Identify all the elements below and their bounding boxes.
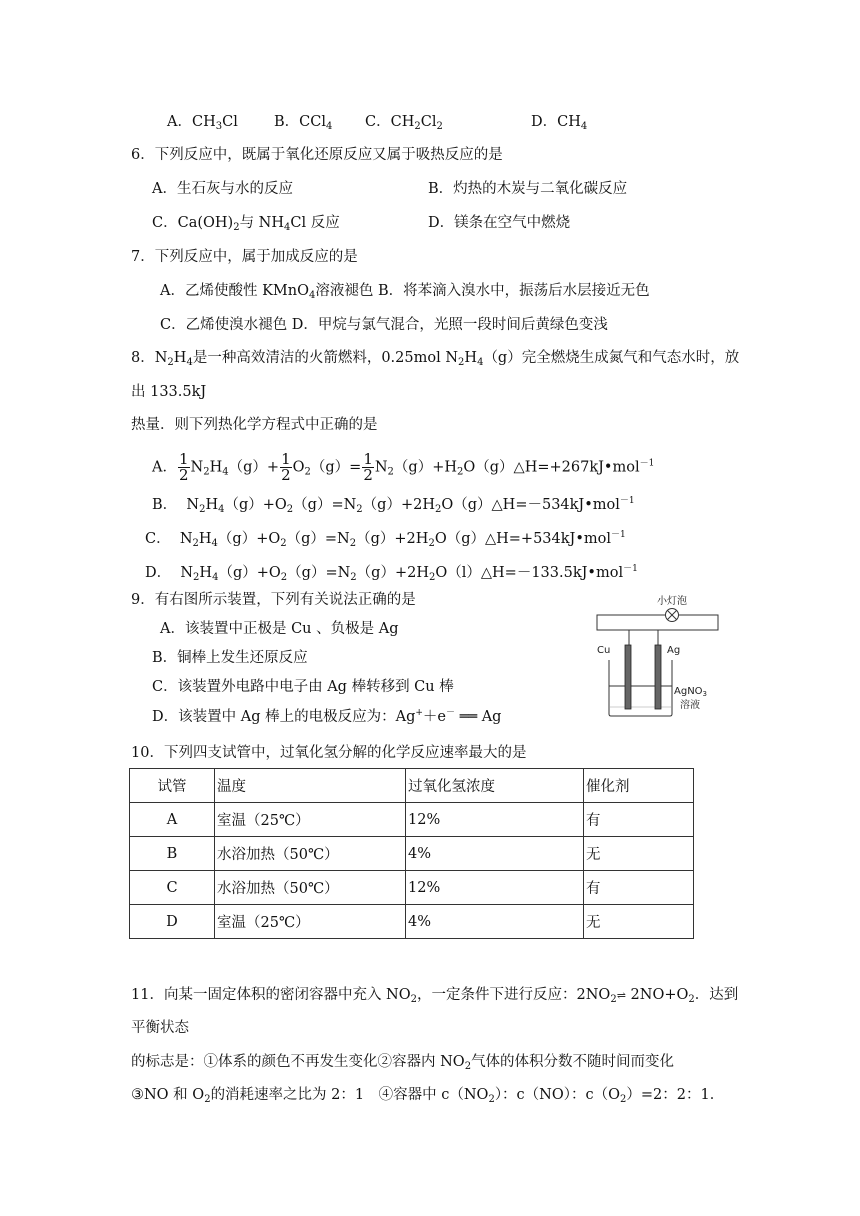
- table-cell: D: [130, 905, 215, 939]
- q9-option-d: D．该装置中 Ag 棒上的电极反应为：Ag+＋e－ ══ Ag: [152, 708, 502, 725]
- q5-option-c: C．$CH_2Cl_2$: [365, 114, 443, 132]
- table-header-cell: 温度: [215, 769, 406, 803]
- q11-stem-line4: ③NO 和 $O_2$的消耗速率之比为 2：1 ④容器中 $c(NO_2)$：c（NO）：$c(O_2)=2$：2：1．: [131, 1087, 725, 1105]
- table-cell: 无: [584, 837, 694, 871]
- table-header-cell: 过氧化氢浓度: [406, 769, 584, 803]
- table-cell: 4%: [406, 837, 584, 871]
- table-cell: 4%: [406, 905, 584, 939]
- table-row: [130, 905, 694, 939]
- q11-stem-line3: 的标志是：①体系的颜色不再发生变化②容器内 $NO_2$气体的体积分数不随时间而变化: [131, 1054, 675, 1072]
- table-header-cell: 试管: [130, 769, 215, 803]
- q7-options-line2: C．乙烯使溴水褪色 D．甲烷与氯气混合，光照一段时间后黄绿色变浅: [160, 317, 608, 333]
- table-cell: 有: [584, 871, 694, 905]
- table-header-cell: 催化剂: [584, 769, 694, 803]
- table-cell: 水浴加热（50℃）: [215, 837, 406, 871]
- table-row: [130, 837, 694, 871]
- table-cell: 室温（25℃）: [215, 905, 406, 939]
- q8-stem-line1: 8．$N_2H_4$是一种高效清洁的火箭燃料，0.25mol $N_2H_4(g)$完全燃烧生成氮气和气态水时，放: [131, 350, 740, 368]
- q6-option-c: C．$Ca(OH)_2$与 $NH_4Cl$ 反应: [152, 215, 340, 233]
- reaction-table: [129, 768, 694, 939]
- table-row: [130, 803, 694, 837]
- table-cell: 12%: [406, 803, 584, 837]
- q8-stem-line2: 出 133.5kJ: [131, 384, 207, 400]
- q9-option-b: B．铜棒上发生还原反应: [152, 650, 308, 666]
- cu-label: Cu: [597, 645, 611, 656]
- table-cell: 有: [584, 803, 694, 837]
- ag-label: Ag: [667, 645, 681, 656]
- table-cell: C: [130, 871, 215, 905]
- q11-stem-line1: 11．向某一固定体积的密闭容器中充入 $NO_2$，一定条件下进行反应：$2NO_2\rightleftharpoons$ $2NO+O_2$．达到: [131, 987, 739, 1005]
- equilibrium-arrow: ⇌: [616, 989, 626, 1002]
- fraction-half: $\frac{1}{2}$: [178, 450, 189, 484]
- table-header-row: [130, 769, 694, 803]
- q6-stem: 6．下列反应中，既属于氧化还原反应又属于吸热反应的是: [131, 147, 503, 163]
- q9-option-a: A．该装置中正极是 Cu 、负极是 Ag: [160, 621, 399, 637]
- table-cell: 水浴加热（50℃）: [215, 871, 406, 905]
- fraction-half: $\frac{1}{2}$: [281, 450, 291, 484]
- q8-option-b: B． $N_2H_4(g)+O_2(g)=N_2(g)+2H_2O(g)\triangle H=-534kJ•mol^{-1}$: [152, 496, 635, 515]
- outer-wire: [597, 615, 718, 630]
- lamp-label: 小灯泡: [657, 596, 687, 607]
- q11-stem-line2: 平衡状态: [131, 1020, 189, 1036]
- table-row: [130, 871, 694, 905]
- table-cell: 室温（25℃）: [215, 803, 406, 837]
- galvanic-cell-diagram: [588, 590, 728, 725]
- q5-option-d: D．$CH_4$: [531, 114, 588, 132]
- q5-option-b: B．CCl$_4$: [274, 114, 333, 132]
- q9-option-c: C．该装置外电路中电子由 Ag 棒转移到 Cu 棒: [152, 679, 454, 695]
- solution-label-2: 溶液: [680, 700, 700, 711]
- cu-electrode: [625, 645, 631, 709]
- table-cell: 无: [584, 905, 694, 939]
- fraction-half: $\frac{1}{2}$: [363, 450, 373, 484]
- q8-option-a: A． $\frac{1}{2}$ $N_2H_4(g)+$ $\frac{1}{2}$ $O_2(g)=$ $\frac{1}{2}$ $N_2(g)+H_2O(g)\triangle H=+267kJ•mol^{-1}$: [152, 450, 655, 484]
- q8-stem-line3: 热量．则下列热化学方程式中正确的是: [131, 417, 378, 433]
- q6-option-d: D．镁条在空气中燃烧: [428, 215, 571, 231]
- q8-option-c: C． $N_2H_4(g)+O_2(g)=N_2(g)+2H_2O(g)\triangle H=+534kJ•mol^{-1}$: [145, 530, 626, 549]
- table-cell: B: [130, 837, 215, 871]
- q7-stem: 7．下列反应中，属于加成反应的是: [131, 249, 358, 265]
- q10-stem: 10．下列四支试管中，过氧化氢分解的化学反应速率最大的是: [131, 745, 527, 761]
- q6-option-a: A．生石灰与水的反应: [152, 181, 293, 197]
- beaker: [609, 660, 672, 716]
- q8-option-d: D． $N_2H_4(g)+O_2(g)=N_2(g)+2H_2O(l)\triangle H=-133.5kJ•mol^{-1}$: [145, 564, 638, 583]
- solution-label-1: AgNO$_3$: [674, 686, 708, 698]
- table-cell: A: [130, 803, 215, 837]
- ag-electrode: [655, 645, 661, 709]
- q6-option-b: B．灼热的木炭与二氧化碳反应: [428, 181, 628, 197]
- table-cell: 12%: [406, 871, 584, 905]
- q9-stem: 9．有右图所示装置，下列有关说法正确的是: [131, 592, 416, 608]
- q5-option-a: A．$CH_3Cl$: [167, 114, 238, 132]
- q7-options-line1: A．乙烯使酸性 KMnO$_4$溶液褪色 B．将苯滴入溴水中，振荡后水层接近无色: [160, 283, 650, 301]
